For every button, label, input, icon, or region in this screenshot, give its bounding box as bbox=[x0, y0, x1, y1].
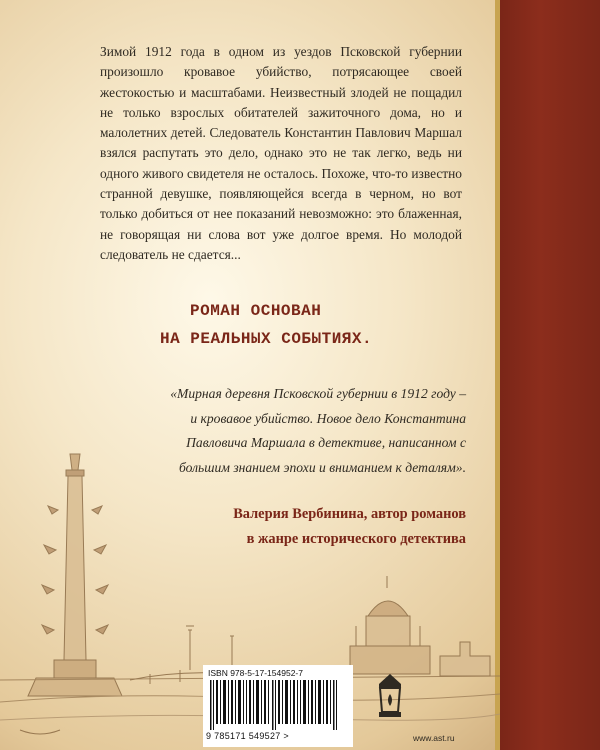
review-quote: «Мирная деревня Псковской губернии в 1912 году – и кровавое убийство. Новое дело Константина Павловича Маршала в детективе, написанном с большим знанием эпохи и вниманием к деталям». bbox=[170, 386, 466, 475]
publisher-website: www.ast.ru bbox=[413, 733, 455, 743]
barcode bbox=[206, 680, 350, 730]
blurb-text: Зимой 1912 года в одном из уездов Псковской губернии произошло кровавое убийство, потрясающее своей жестокостью и масштабами. Неизвестный злодей не пощадил не только взрослых обитателей зажиточного дома, но и малолетних детей. Следователь Константин Павлович Маршал взялся распутать это дело, однако это не так легко, ведь ни одного живого свидетеля не осталось. Похоже, что-то известно странной девушке, появляющейся всегда в черном, но вот только добиться от нее показаний невозможно: это блаженная, не говорящая ни слова вот уже долгое время. Но молодой следователь не сдается... bbox=[100, 44, 462, 262]
isbn-text: ISBN 978-5-17-154952-7 bbox=[208, 668, 303, 678]
quote-author-line-1: Валерия Вербинина, автор романов bbox=[233, 506, 466, 522]
quote-author-line-2: в жанре исторического детектива bbox=[246, 531, 466, 547]
publisher-lantern-logo bbox=[373, 672, 407, 722]
spine-band bbox=[500, 0, 600, 750]
reality-note-line-1: РОМАН ОСНОВАН bbox=[190, 302, 322, 320]
reality-note-line-2: НА РЕАЛЬНЫХ СОБЫТИЯХ. bbox=[160, 330, 373, 348]
barcode-number: 9 785171 549527 > bbox=[206, 731, 289, 741]
quote-author bbox=[190, 502, 466, 552]
